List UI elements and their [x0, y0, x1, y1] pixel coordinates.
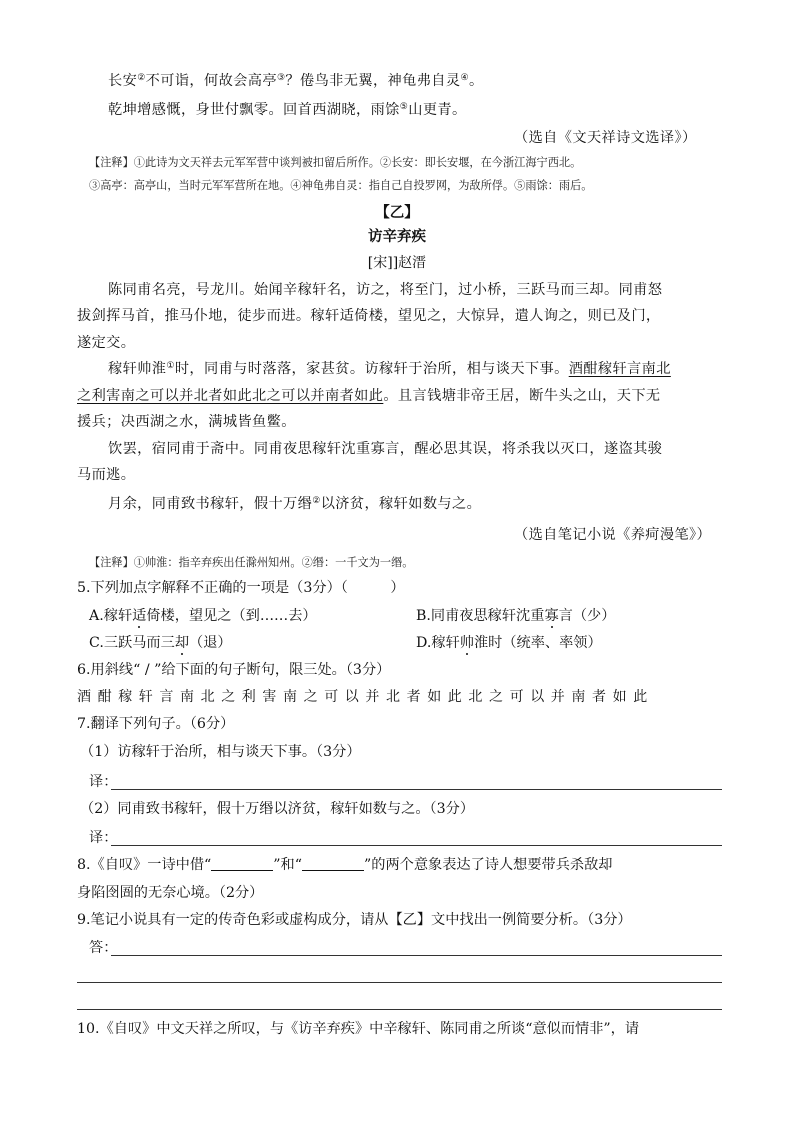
- q7-item-2: （2）同甫致书稼轩，假十万缗以济贫，稼轩如数与之。（3分）: [80, 801, 475, 817]
- poem-note-2: ③高亭：高亭山，当时元军军营所在地。④神龟弗自灵：指自己自投罗网，为敌所俘。⑤雨馀：雨后。: [89, 179, 593, 192]
- dotted-char: 却: [174, 635, 190, 651]
- question-6: 6.用斜线“ / ”给下面的句子断句，限三处。（3分）: [77, 662, 391, 678]
- passage-p3-line1: 饮罢，宿同甫于斋中。同甫夜思稼轩沈重寡言，醒必思其误，将杀我以灭口，遂盗其骏: [108, 441, 663, 457]
- answer-line[interactable]: [77, 1009, 722, 1010]
- section-label: 【乙】: [375, 205, 419, 221]
- passage-p1-line3: 遂定交。: [77, 335, 136, 351]
- poem-note-1: 【注释】①此诗为文天祥去元军军营中谈判被扣留后所作。②长安：即长安堰，在今浙江海宁西北。: [89, 156, 582, 169]
- answer-line[interactable]: [111, 789, 722, 790]
- fill-blank-1[interactable]: [211, 858, 273, 871]
- answer-line[interactable]: [111, 845, 722, 846]
- q9-answer-label: 答：: [89, 940, 118, 956]
- dotted-char: 帅: [459, 635, 474, 651]
- dotted-char: 寡: [544, 608, 559, 624]
- poem-line-1: 长安②不可诣，何故会高亭③？倦鸟非无翼，神龟弗自灵④。: [108, 73, 484, 89]
- q6-sentence: 酒酣稼轩言南北之利害南之可以并北者如此北之可以并南者如此: [77, 689, 654, 705]
- poem-line-2: 乾坤增感慨，身世付飘零。回首西湖晓，雨馀⑤山更青。: [108, 102, 467, 118]
- question-7: 7.翻译下列句子。（6分）: [77, 716, 235, 732]
- passage-p3-line2: 马而逃。: [77, 467, 136, 483]
- passage-p1-line1: 陈同甫名亮，号龙川。始闻辛稼轩名，访之，将至门，过小桥，三跃马而三却。同甫怒: [108, 282, 663, 298]
- q7-2-translate-label: 译：: [89, 830, 118, 846]
- q7-item-1: （1）访稼轩于治所，相与谈天下事。（3分）: [80, 744, 361, 760]
- fill-blank-2[interactable]: [302, 858, 364, 871]
- passage-source: （选自笔记小说《养疴漫笔》）: [514, 527, 712, 543]
- passage-p2-line3: 援兵；决西湖之水，满城皆鱼鳖。: [77, 414, 296, 430]
- passage-p2-line2: 之利害南之可以并北者如此北之可以并南者如此。且言钱塘非帝王居，断牛头之山，天下无: [77, 388, 661, 404]
- passage-p4-line1: 月余，同甫致书稼轩，假十万缗②以济贫，稼轩如数与之。: [108, 496, 482, 512]
- q5-option-c: C.三跃马而三却（退）: [89, 635, 232, 651]
- passage-p2-line1: 稼轩帅淮①时，同甫与时落落，家甚贫。访稼轩于治所，相与谈天下事。酒酣稼轩言南北: [108, 361, 671, 377]
- question-9: 9.笔记小说具有一定的传奇色彩或虚构成分，请从【乙】文中找出一例简要分析。（3分）: [77, 912, 632, 928]
- question-10: 10.《自叹》中文天祥之所叹，与《访辛弃疾》中辛稼轩、陈同甫之所谈“意似而情非”，请: [77, 1021, 640, 1037]
- q5-option-a: A.稼轩适倚楼，望见之（到……去）: [89, 608, 317, 624]
- question-8: 8.《自叹》一诗中借“ ”和“ ”的两个意象表达了诗人想要带兵杀敌却: [77, 857, 613, 873]
- answer-line[interactable]: [77, 982, 722, 983]
- passage-p1-line2: 拔剑挥马首，推马仆地，徒步而进。稼轩适倚楼，望见之，大惊异，遣人询之，则已及门，: [77, 308, 661, 324]
- poem-source: （选自《文天祥诗文选译》）: [514, 130, 697, 146]
- question-5: 5.下列加点字解释不正确的一项是（3分）（ ）: [77, 580, 405, 596]
- passage-title: 访辛弃疾: [368, 229, 426, 245]
- underlined-sentence-start: 酒酣稼轩言南北: [568, 361, 671, 377]
- q7-1-translate-label: 译：: [89, 774, 118, 790]
- q5-option-b: B.同甫夜思稼轩沈重寡言（少）: [416, 608, 616, 624]
- q5-option-d: D.稼轩帅淮时（统率、率领）: [416, 635, 602, 651]
- question-8-line-2: 身陷囹圄的无奈心境。（2分）: [77, 885, 264, 901]
- dotted-char: 适: [132, 608, 147, 624]
- passage-author: [宋]]赵溍: [367, 255, 427, 271]
- passage-note: 【注释】①帅淮：指辛弃疾出任滁州知州。②缗：一千文为一缗。: [89, 556, 414, 569]
- underlined-sentence-end: 之利害南之可以并北者如此北之可以并南者如此: [77, 388, 384, 404]
- answer-line[interactable]: [111, 955, 722, 956]
